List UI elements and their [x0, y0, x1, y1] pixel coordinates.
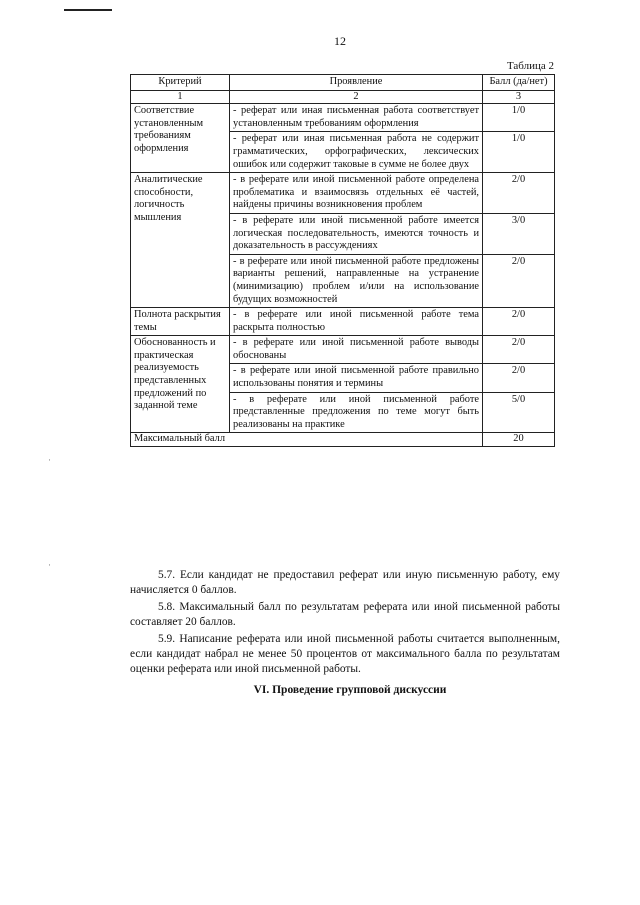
- description-cell: - в реферате или иной письменной работе представленные предложения по теме могут быть реализованы на практике: [230, 392, 483, 433]
- description-cell: - в реферате или иной письменной работе имеется логическая последовательность, имеются точность и доказательность в рассуждениях: [230, 213, 483, 254]
- margin-mark: ·: [48, 560, 51, 570]
- header-row: [131, 75, 555, 91]
- header-manifestation: Проявление: [230, 75, 483, 91]
- top-rule: [64, 9, 112, 11]
- description-cell: - в реферате или иной письменной работе определена проблематика и взаимосвязь отдельных её частей, найдены причины возникновения проблем: [230, 173, 483, 214]
- description-cell: - в реферате или иной письменной работе правильно использованы понятия и термины: [230, 364, 483, 392]
- column-number: 3: [483, 90, 555, 104]
- score-cell: 2/0: [483, 173, 555, 214]
- description-cell: - реферат или иная письменная работа не содержит грамматических, орфографических, лексических ошибок или содержит таковые в сумме не более двух: [230, 132, 483, 173]
- score-cell: 1/0: [483, 104, 555, 132]
- description-cell: - реферат или иная письменная работа соответствует установленным требованиям оформления: [230, 104, 483, 132]
- table-caption: Таблица 2: [506, 60, 554, 72]
- paragraph: 5.8. Максимальный балл по результатам реферата или иной письменной работы составляет 20 баллов.: [130, 601, 560, 628]
- table-row: [131, 173, 555, 214]
- score-cell: 2/0: [483, 254, 555, 307]
- total-score: 20: [483, 433, 555, 447]
- criteria-table: [130, 74, 555, 447]
- score-cell: 3/0: [483, 213, 555, 254]
- description-cell: - в реферате или иной письменной работе выводы обоснованы: [230, 336, 483, 364]
- margin-mark: ·: [48, 455, 51, 465]
- criterion-cell: Полнота раскрытия темы: [131, 308, 230, 336]
- table-row: [131, 308, 555, 336]
- criterion-cell: Аналитические способности, логичность мышления: [131, 173, 230, 308]
- score-cell: 5/0: [483, 392, 555, 433]
- total-row: [131, 433, 555, 447]
- header-score: Балл (да/нет): [483, 75, 555, 91]
- column-number-row: [131, 90, 555, 104]
- score-cell: 2/0: [483, 308, 555, 336]
- table-row: [131, 336, 555, 364]
- paragraph: 5.7. Если кандидат не предоставил реферат или иную письменную работу, ему начисляется 0 баллов.: [130, 569, 560, 596]
- total-label: Максимальный балл: [131, 433, 483, 447]
- description-cell: - в реферате или иной письменной работе предложены варианты решений, направленные на устранение (минимизацию) проблем и/или на использование будущих возможностей: [230, 254, 483, 307]
- body-text: [130, 568, 560, 679]
- description-cell: - в реферате или иной письменной работе тема раскрыта полностью: [230, 308, 483, 336]
- column-number: 1: [131, 90, 230, 104]
- score-cell: 1/0: [483, 132, 555, 173]
- score-cell: 2/0: [483, 364, 555, 392]
- score-cell: 2/0: [483, 336, 555, 364]
- criterion-cell: Обоснованность и практическая реализуемость представленных предложений по заданной теме: [131, 336, 230, 433]
- header-criterion: Критерий: [131, 75, 230, 91]
- page-number: 12: [334, 34, 346, 48]
- section-heading: VI. Проведение групповой дискуссии: [253, 684, 447, 696]
- table-row: [131, 104, 555, 132]
- criterion-cell: Соответствие установленным требованиям оформления: [131, 104, 230, 173]
- paragraph: 5.9. Написание реферата или иной письменной работы считается выполненным, если кандидат набрал не менее 50 процентов от максимального балла по результатам оценки реферата или иной письменной работы.: [130, 633, 560, 675]
- column-number: 2: [230, 90, 483, 104]
